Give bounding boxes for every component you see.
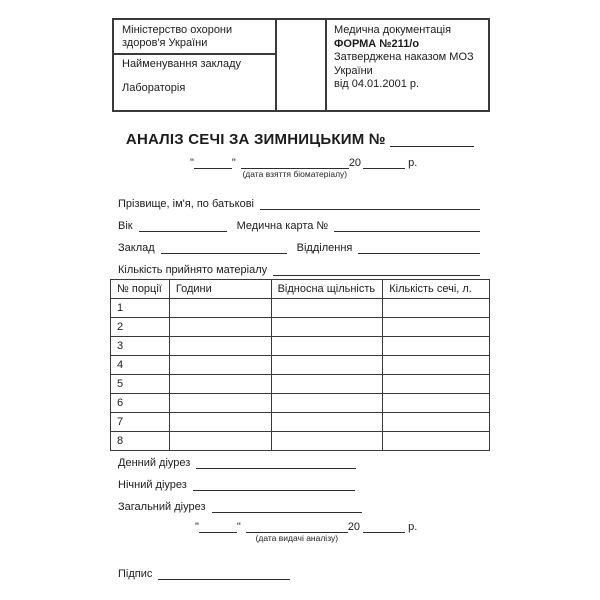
form-header-table — [112, 18, 490, 112]
patient-fields — [118, 196, 480, 284]
urine-amount-cell — [383, 394, 490, 413]
portion-number-cell: 1 — [111, 299, 170, 318]
table-header-row — [111, 280, 490, 299]
open-quote: " — [190, 157, 194, 169]
hours-cell — [169, 432, 271, 451]
table-row — [111, 318, 490, 337]
urine-amount-cell — [383, 299, 490, 318]
department-label: Відділення — [296, 242, 353, 254]
year-suffix: р. — [408, 521, 418, 533]
facility-name-label: Найменування закладу — [122, 58, 242, 70]
hours-cell — [169, 356, 271, 375]
date-taken-month-blank — [241, 157, 349, 179]
portion-number-cell: 2 — [111, 318, 170, 337]
table-row — [111, 356, 490, 375]
material-row — [118, 262, 480, 277]
date-taken-year-blank — [363, 157, 405, 169]
material-blank — [273, 266, 480, 276]
close-quote: " — [236, 521, 241, 533]
results-section — [118, 455, 480, 588]
table-row — [111, 394, 490, 413]
portion-number-cell: 3 — [111, 337, 170, 356]
age-card-row — [118, 218, 480, 233]
density-cell — [271, 394, 383, 413]
facility-department-row — [118, 240, 480, 255]
material-label: Кількість прийнято матеріалу — [118, 264, 268, 276]
signature-label: Підпис — [118, 568, 153, 580]
facility-label: Заклад — [118, 242, 155, 254]
density-cell — [271, 432, 383, 451]
century-prefix: 20 — [347, 521, 361, 533]
header-right-cell — [327, 20, 488, 110]
day-diuresis-blank — [196, 459, 356, 469]
table-row — [111, 337, 490, 356]
date-issued-year-blank — [363, 521, 405, 533]
age-label: Вік — [118, 220, 133, 232]
portion-number-header: № порції — [111, 280, 170, 299]
date-issued-month-blank — [246, 521, 348, 543]
header-left-bottom — [114, 55, 275, 98]
date-issued-day-blank — [199, 521, 237, 533]
day-diuresis-row — [118, 455, 480, 470]
signature-blank — [158, 570, 290, 580]
ministry-label: Міністерство охорони здоров'я України — [114, 20, 275, 55]
hours-cell — [169, 394, 271, 413]
form-title-text: АНАЛІЗ СЕЧІ ЗА ЗИМНИЦЬКИМ № — [125, 131, 386, 148]
open-quote: " — [195, 521, 199, 533]
portion-number-cell: 6 — [111, 394, 170, 413]
total-diuresis-row — [118, 499, 480, 514]
portion-number-cell: 5 — [111, 375, 170, 394]
night-diuresis-row — [118, 477, 480, 492]
urine-amount-header: Кількість сечі, л. — [383, 280, 490, 299]
urine-amount-cell — [383, 318, 490, 337]
date-taken-day-blank — [194, 157, 232, 169]
total-diuresis-blank — [212, 503, 362, 513]
table-row — [111, 299, 490, 318]
hours-cell — [169, 375, 271, 394]
density-header: Відносна щільність — [271, 280, 383, 299]
analysis-number-blank — [390, 135, 474, 147]
full-name-row — [118, 196, 480, 211]
urine-amount-cell — [383, 413, 490, 432]
approved-label: Затверджена наказом МОЗ України — [334, 51, 474, 77]
hours-cell — [169, 299, 271, 318]
doc-type-label: Медична документація — [334, 24, 452, 36]
night-diuresis-label: Нічний діурез — [118, 479, 187, 491]
portion-number-cell: 4 — [111, 356, 170, 375]
age-blank — [139, 222, 227, 232]
density-cell — [271, 413, 383, 432]
date-taken-line — [190, 157, 418, 179]
date-taken-caption: (дата взяття біоматеріалу) — [242, 169, 348, 179]
table-row — [111, 413, 490, 432]
facility-blank — [161, 244, 287, 254]
table-row — [111, 375, 490, 394]
urine-amount-cell — [383, 375, 490, 394]
hours-cell — [169, 413, 271, 432]
day-diuresis-label: Денний діурез — [118, 457, 191, 469]
date-issued-line — [195, 521, 480, 543]
density-cell — [271, 318, 383, 337]
department-blank — [358, 244, 480, 254]
date-issued-caption: (дата видачі аналізу) — [255, 533, 339, 543]
total-diuresis-label: Загальний діурез — [118, 501, 206, 513]
signature-row — [118, 566, 480, 581]
form-number-label: ФОРМА №211/о — [334, 37, 420, 50]
header-left-cell — [114, 20, 277, 110]
laboratory-label: Лабораторія — [122, 82, 186, 94]
hours-header: Години — [169, 280, 271, 299]
portions-table — [110, 279, 490, 451]
year-suffix: р. — [408, 157, 418, 169]
density-cell — [271, 299, 383, 318]
full-name-label: Прізвище, ім'я, по батькові — [118, 198, 254, 210]
density-cell — [271, 337, 383, 356]
med-card-blank — [334, 222, 480, 232]
hours-cell — [169, 318, 271, 337]
med-card-label: Медична карта № — [236, 220, 329, 232]
urine-amount-cell — [383, 356, 490, 375]
approved-date-label: від 04.01.2001 р. — [334, 78, 420, 90]
century-prefix: 20 — [348, 157, 362, 169]
header-empty-cell — [277, 20, 327, 110]
portion-number-cell: 8 — [111, 432, 170, 451]
table-row — [111, 432, 490, 451]
form-title — [105, 131, 495, 148]
night-diuresis-blank — [193, 481, 355, 491]
urine-amount-cell — [383, 432, 490, 451]
portion-number-cell: 7 — [111, 413, 170, 432]
density-cell — [271, 375, 383, 394]
full-name-blank — [260, 200, 480, 210]
hours-cell — [169, 337, 271, 356]
close-quote: " — [231, 157, 236, 169]
urine-amount-cell — [383, 337, 490, 356]
density-cell — [271, 356, 383, 375]
